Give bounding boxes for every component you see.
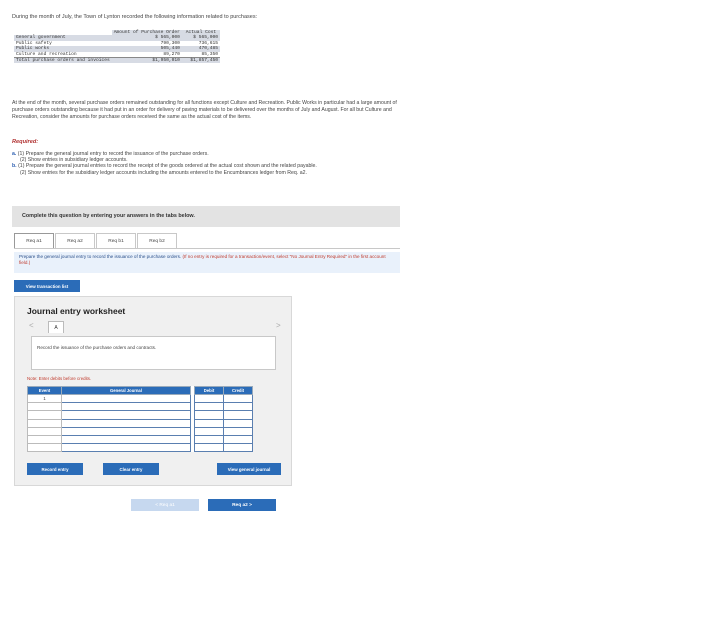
event-cell xyxy=(28,427,62,435)
grid-header-debit: Debit xyxy=(195,387,224,395)
requirement-item xyxy=(12,170,412,176)
journal-entry-grid xyxy=(27,386,253,452)
instructions-banner xyxy=(12,206,400,227)
worksheet-description-box xyxy=(31,336,276,370)
requirement-text: (2) Show entries in subsidiary ledger accounts. xyxy=(20,157,128,164)
debit-input[interactable] xyxy=(195,427,224,435)
row-label: General government xyxy=(14,35,112,40)
account-select[interactable] xyxy=(62,427,191,435)
event-cell xyxy=(28,444,62,452)
problem-paragraph: At the end of the month, several purchase orders remained outstanding for all functions except Culture and Recreation. Public Works in particular had a large amount of purchase orders outstanding because it had put in an order for delivery of paving materials to be delivered over the months of July and August. For all but Culture and Recreation, consider the amounts for purchase orders received the same as the actual cost of the items. xyxy=(12,100,397,120)
instruction-box xyxy=(14,252,400,273)
requirement-marker: b. xyxy=(12,163,17,170)
event-cell xyxy=(28,435,62,443)
col-header-po: Amount of Purchase Order xyxy=(113,30,180,36)
grid-row xyxy=(28,427,253,435)
credit-input[interactable] xyxy=(224,419,253,427)
row-label: Culture and recreation xyxy=(16,51,77,57)
grid-row xyxy=(28,403,253,411)
worksheet-description: Record the issuance of the purchase orders and contracts. xyxy=(37,345,157,350)
grid-row xyxy=(28,419,253,427)
prev-req-button[interactable]: < Req a1 xyxy=(131,499,199,511)
tab-divider xyxy=(14,248,400,249)
requirement-text: (1) Prepare the general journal entry to record the issuance of the purchase orders. xyxy=(17,151,209,157)
event-cell xyxy=(28,403,62,411)
row-label: Public works xyxy=(14,46,112,51)
col-header-cost: Actual Cost xyxy=(182,30,220,35)
requirement-tabs xyxy=(14,233,178,249)
tab-req-b2[interactable]: Req b2 xyxy=(137,233,177,249)
clear-entry-button[interactable]: Clear entry xyxy=(103,463,159,475)
credit-input[interactable] xyxy=(224,444,253,452)
prev-step-arrow[interactable]: < xyxy=(29,321,34,330)
next-req-button[interactable]: Req a2 > xyxy=(208,499,276,511)
step-tab-a[interactable]: A xyxy=(48,321,64,333)
event-cell xyxy=(28,419,62,427)
view-transaction-list-button[interactable]: View transaction list xyxy=(14,280,80,292)
account-select[interactable] xyxy=(62,444,191,452)
requirements-list xyxy=(12,151,412,176)
next-step-arrow[interactable]: > xyxy=(276,321,281,330)
account-select[interactable] xyxy=(62,411,191,419)
debit-input[interactable] xyxy=(195,444,224,452)
table-total-row xyxy=(14,58,220,64)
debit-input[interactable] xyxy=(195,419,224,427)
grid-header-credit: Credit xyxy=(224,387,253,395)
credit-input[interactable] xyxy=(224,411,253,419)
cost-value: $ 565,000 xyxy=(182,35,220,40)
requirement-text: (1) Prepare the general journal entries to record the receipt of the goods ordered at the actual cost shown and the related payable. xyxy=(18,163,317,170)
total-po: $1,950,010 xyxy=(112,58,182,64)
total-cost: $1,857,450 xyxy=(182,58,220,64)
cost-value: 85,350 xyxy=(182,52,220,58)
debit-credit-note: Note: Enter debits before credits. xyxy=(27,376,92,381)
grid-row xyxy=(28,411,253,419)
account-select[interactable] xyxy=(62,403,191,411)
worksheet-title: Journal entry worksheet xyxy=(27,306,126,316)
account-select[interactable] xyxy=(62,419,191,427)
tab-req-b1[interactable]: Req b1 xyxy=(96,233,136,249)
tab-req-a1[interactable]: Req a1 xyxy=(14,233,54,249)
account-select[interactable] xyxy=(62,435,191,443)
instruction-note: (If no entry is required for a transaction/event, select "No Journal Entry Required" in the first account field.) xyxy=(19,254,386,265)
debit-input[interactable] xyxy=(195,403,224,411)
purchase-table xyxy=(14,30,220,63)
total-label: Total purchase orders and invoices xyxy=(16,58,110,64)
requirement-text: (2) Show entries for the subsidiary ledger accounts including the amounts entered to the Encumbrances ledger from Req. a2. xyxy=(20,169,307,176)
debit-input[interactable] xyxy=(195,411,224,419)
po-value: 790,300 xyxy=(160,40,180,46)
cost-value: 736,615 xyxy=(198,40,218,46)
view-general-journal-button[interactable]: View general journal xyxy=(217,463,281,475)
account-select[interactable] xyxy=(62,395,191,403)
event-cell xyxy=(28,411,62,419)
event-number: 1 xyxy=(28,395,62,403)
grid-row xyxy=(28,435,253,443)
grid-row xyxy=(28,444,253,452)
banner-text: Complete this question by entering your answers in the tabs below. xyxy=(22,213,195,219)
debit-input[interactable] xyxy=(195,435,224,443)
row-label: Public safety xyxy=(16,40,52,46)
tab-req-a2[interactable]: Req a2 xyxy=(55,233,95,249)
requirement-marker: a. xyxy=(12,151,17,157)
grid-header-general-journal: General Journal xyxy=(62,387,191,395)
journal-entry-worksheet xyxy=(14,296,292,486)
instruction-main: Prepare the general journal entry to record the issuance of the purchase orders. xyxy=(19,254,182,259)
po-value: 505,440 xyxy=(112,46,182,51)
credit-input[interactable] xyxy=(224,395,253,403)
grid-row xyxy=(28,395,253,403)
intro-text: During the month of July, the Town of Lynton recorded the following information related to purchases: xyxy=(12,14,258,20)
record-entry-button[interactable]: Record entry xyxy=(27,463,83,475)
credit-input[interactable] xyxy=(224,403,253,411)
cost-value: 470,485 xyxy=(182,46,220,51)
debit-input[interactable] xyxy=(195,395,224,403)
po-value: 89,270 xyxy=(112,52,182,58)
credit-input[interactable] xyxy=(224,427,253,435)
po-value: $ 565,000 xyxy=(112,35,182,40)
required-heading: Required: xyxy=(12,139,39,145)
credit-input[interactable] xyxy=(224,435,253,443)
grid-header-event: Event xyxy=(28,387,62,395)
